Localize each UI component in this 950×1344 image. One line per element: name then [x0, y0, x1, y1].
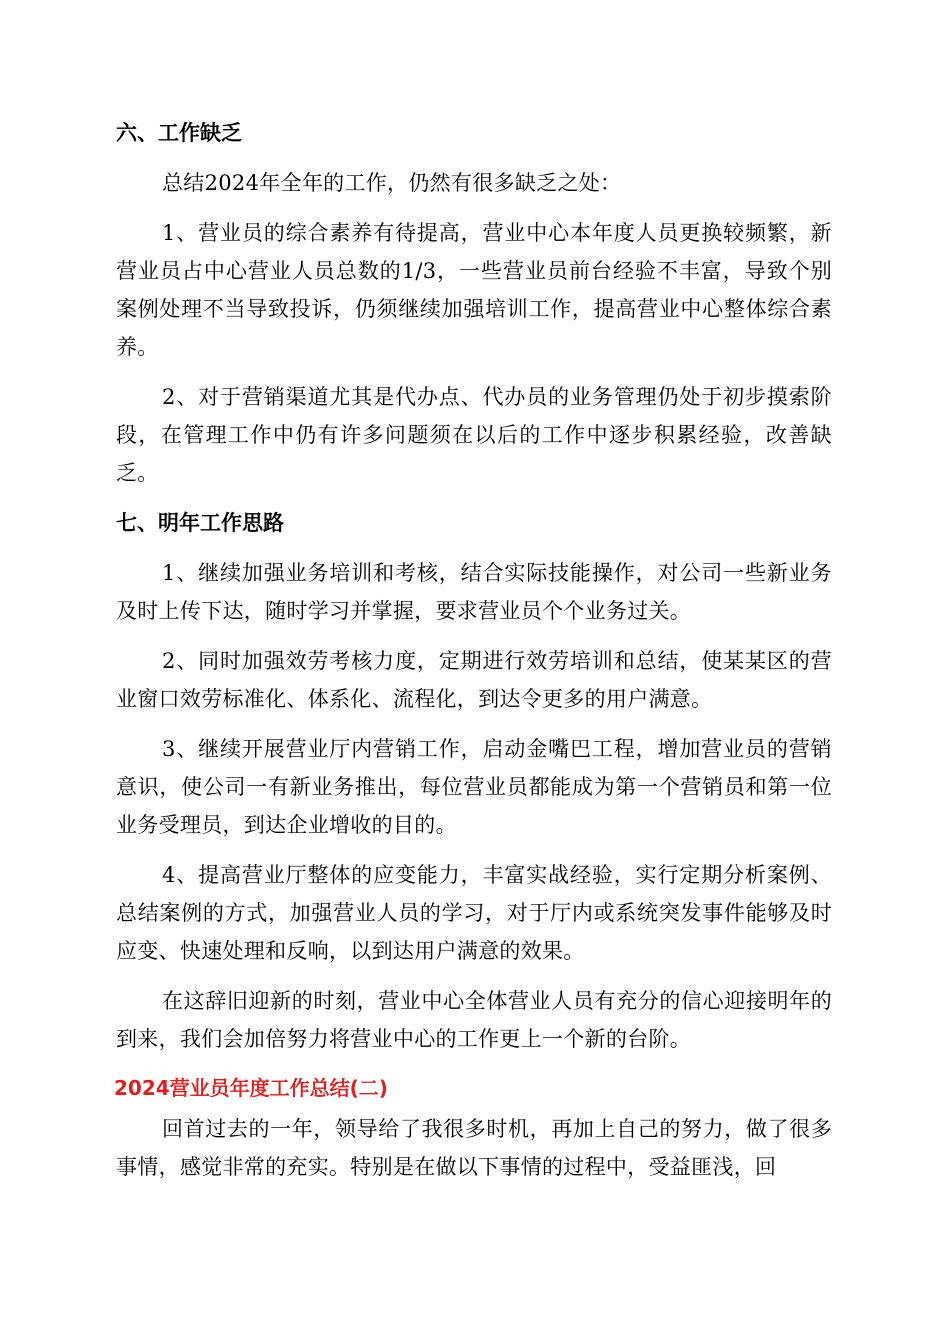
paragraph: 1、继续加强业务培训和考核，结合实际技能操作，对公司一些新业务及时上传下达，随时学习并掌握，要求营业员个个业务过关。 [116, 561, 832, 623]
paragraph: 1、营业员的综合素养有待提高，营业中心本年度人员更换较频繁，新营业员占中心营业人员总数的1/3，一些营业员前台经验不丰富，导致个别案例处理不当导致投诉，仍须继续加强培训工作，提高营业中心整体综合素养。 [116, 221, 832, 359]
paragraph: 4、提高营业厅整体的应变能力，丰富实战经验，实行定期分析案例、总结案例的方式，加强营业人员的学习，对于厅内或系统突发事件能够及时应变、快速处理和反响，以到达用户满意的效果。 [116, 863, 832, 963]
paragraph: 3、继续开展营业厅内营销工作，启动金嘴巴工程，增加营业员的营销意识，使公司一有新业务推出，每位营业员都能成为第一个营销员和第一位业务受理员，到达企业增收的目的。 [116, 737, 832, 837]
paragraph: 2、对于营销渠道尤其是代办点、代办员的业务管理仍处于初步摸索阶段，在管理工作中仍有许多问题须在以后的工作中逐步积累经验，改善缺乏。 [116, 385, 832, 485]
section-heading-7: 七、明年工作思路 [116, 511, 284, 535]
document-subtitle: 2024营业员年度工作总结(二) [114, 1076, 388, 1100]
paragraph: 2、同时加强效劳考核力度，定期进行效劳培训和总结，使某某区的营业窗口效劳标准化、体系化、流程化，到达令更多的用户满意。 [116, 649, 832, 711]
paragraph: 回首过去的一年，领导给了我很多时机，再加上自己的努力，做了很多事情，感觉非常的充实。特别是在做以下事情的过程中，受益匪浅，回 [116, 1117, 832, 1179]
paragraph: 在这辞旧迎新的时刻，营业中心全体营业人员有充分的信心迎接明年的到来，我们会加倍努力将营业中心的工作更上一个新的台阶。 [116, 989, 832, 1051]
section-heading-6: 六、工作缺乏 [116, 121, 242, 145]
paragraph: 总结2024年全年的工作，仍然有很多缺乏之处： [162, 171, 622, 195]
